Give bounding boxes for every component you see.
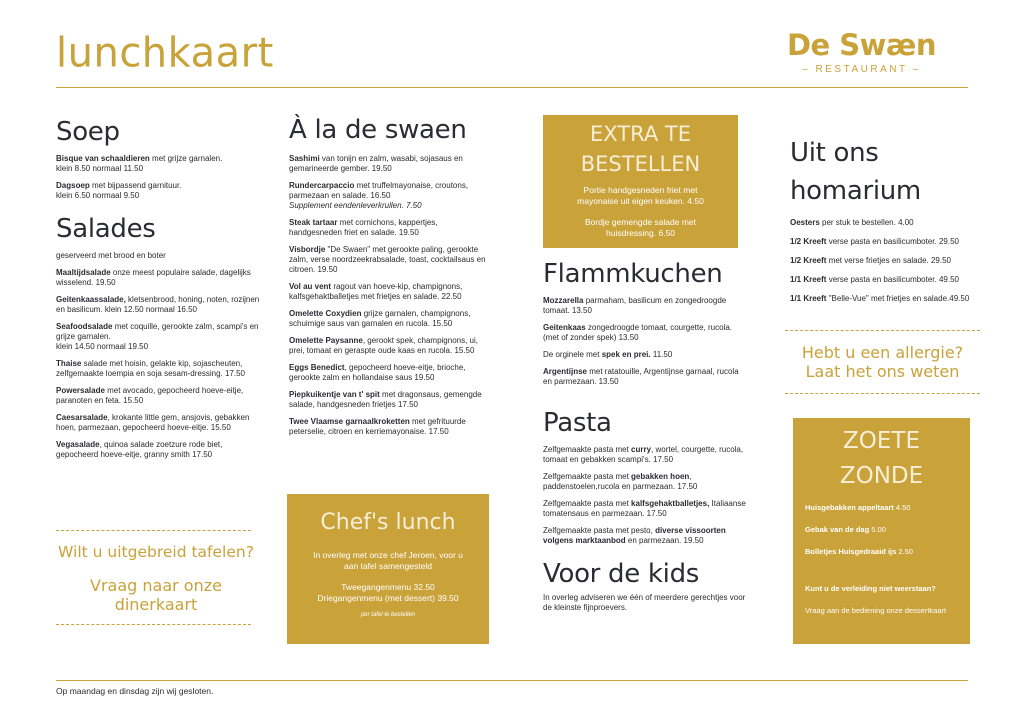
menu-item: Geitenkaas zongedroogde tomaat, courgette, rucola. (met of zonder spek) 13.50 — [543, 322, 733, 342]
bottom-divider — [56, 680, 968, 681]
allergy-divider-top — [785, 330, 980, 331]
menu-item: Sashimi van tonijn en zalm, wasabi, sojasaus en gemarineerde gember. 19.50 — [289, 153, 463, 173]
kids-text — [543, 593, 748, 613]
menu-item: Zelfgemaakte pasta met kalfsgehaktballetjes, Italiaanse tomatensaus en parmezaan. 17.50 — [543, 498, 746, 518]
menu-item: Zelfgemaakte pasta met gebakken hoen, paddenstoelen,rucola en parmezaan. 17.50 — [543, 471, 698, 491]
section-title-voor-de-kids: Voor de kids — [543, 558, 700, 589]
pasta-list — [543, 445, 748, 546]
dessert-question: Kunt u de verleiding niet weerstaan? — [805, 584, 936, 593]
dessert-item: Bolletjes Huisgedraaid ijs 2.50 — [805, 547, 913, 556]
menu-item: 1/1 Kreeft verse pasta en basilicumboter. 49.50 — [790, 275, 959, 284]
menu-item: Vol au vent ragout van hoeve-kip, champignons, kalfsgehaktballetjes met frietjes en salade. 22.50 — [289, 281, 463, 301]
menu-item: Omelette Paysanne, gerookt spek, champignons, ui, prei, tomaat en geraspte oude kaas en rucola. 15.50 — [289, 335, 478, 355]
section-title-flammkuchen: Flammkuchen — [543, 259, 723, 289]
top-divider — [56, 87, 968, 88]
dessert-item: Huisgebakken appeltaart 4.50 — [805, 503, 911, 512]
menu-item: Bisque van schaaldieren met grijze garnalen. klein 8.50 normaal 11.50 — [56, 153, 223, 173]
menu-item: Powersalade met avocado, gepocheerd hoeve-eitje, paranoten en feta. 15.50 — [56, 385, 244, 405]
flammkuchen-list — [543, 296, 748, 387]
extra-item-salade: Bordje gemengde salade met huisdressing. 6.50 — [584, 217, 697, 238]
salades-intro: geserveerd met brood en boter — [56, 250, 166, 260]
soep-list — [56, 154, 266, 201]
zoete-zonde-box — [793, 418, 970, 644]
zoete-zonde-list — [793, 502, 970, 616]
promo-question: Wilt u uitgebreid tafelen? — [58, 543, 254, 561]
menu-item: Mozzarella parmaham, basilicum en zongedroogde tomaat. 13.50 — [543, 295, 727, 315]
menu-item: 1/2 Kreeft met verse frietjes en salade. 29.50 — [790, 256, 951, 265]
closing-days-note: Op maandag en dinsdag zijn wij gesloten. — [56, 686, 214, 696]
menu-item: 1/2 Kreeft verse pasta en basilicumboter. 29.50 — [790, 237, 959, 246]
promo-answer: Vraag naar onze dinerkaart — [90, 576, 222, 614]
zoete-zonde-title: ZOETE ZONDE — [839, 428, 924, 489]
menu-item: Seafoodsalade met coquille, gerookte zalm, scampi's en grijze garnalen. klein 14.50 normaal 19.50 — [56, 321, 259, 351]
menu-item: Rundercarpaccio met truffelmayonaise, croutons, parmezaan en salade. 16.50 Supplement eendenleverkrullen. 7.50 — [289, 180, 469, 210]
menu-item: Geitenkaassalade, kletsenbrood, honing, noten, rozijnen en basilicum. klein 12.50 normaal 16.50 — [56, 294, 260, 314]
a-la-de-swaen-list — [289, 154, 489, 437]
chefs-lunch-title: Chef's lunch — [320, 510, 456, 535]
promo-divider-bottom — [56, 624, 251, 625]
menu-item: Caesarsalade, krokante little gem, ansjovis, gebakken hoen, parmezaan, gepocheerd hoeve-eitje. 15.50 — [56, 412, 250, 432]
homarium-list — [790, 218, 970, 304]
section-title-a-la-de-swaen: À la de swaen — [289, 115, 467, 145]
restaurant-logo — [787, 28, 936, 75]
allergy-notice — [785, 330, 980, 394]
menu-item: Thaise salade met hoisin, gelakte kip, sojascheuten, zelfgemaakte loempia en soja sesam-dressing. 17.50 — [56, 358, 245, 378]
menu-item: Twee Vlaamse garnaalkroketten met gefrituurde peterselie, citroen en kerriemayonaise. 17.50 — [289, 416, 466, 436]
chefs-lunch-text: In overleg met onze chef Jeroen, voor u aan tafel samengesteld — [313, 550, 463, 571]
menu-item: Omelette Coxydien grijze garnalen, champignons, schuimige saus van garnalen en rucola. 15.50 — [289, 308, 471, 328]
chefs-lunch-note: per tafel te bestellen — [360, 612, 416, 618]
menu-item: Vegasalade, quinoa salade zoetzure rode biet, gepocheerd hoeve-eitje, granny smith 17.50 — [56, 439, 223, 459]
section-title-soep: Soep — [56, 117, 120, 147]
menu-item: Eggs Benedict, gepocheerd hoeve-eitje, brioche, gerookte zalm en hollandaise saus 19.50 — [289, 362, 466, 382]
logo-name: De Swæn — [786, 28, 936, 62]
column-homarium — [790, 134, 970, 311]
promo-divider-top — [56, 530, 251, 531]
extra-title: EXTRA TE BESTELLEN — [580, 122, 701, 176]
page-title: lunchkaart — [56, 29, 274, 77]
kids-description: In overleg adviseren we één of meerdere gerechtjes voor de kleinste fijnproevers. — [543, 593, 746, 613]
menu-item: 1/1 Kreeft "Belle-Vue" met frietjes en salade.49.50 — [790, 294, 970, 303]
menu-item: Zelfgemaakte pasta met curry, wortel, courgette, rucola, tomaat en gebakken scampi's. 17.50 — [543, 444, 744, 464]
logo-subtitle: – RESTAURANT – — [802, 64, 921, 75]
extra-te-bestellen-box — [543, 115, 738, 248]
menu-item: Steak tartaar met cornichons, kappertjes, handgesneden friet en salade. 19.50 — [289, 217, 438, 237]
menu-item: De orginele met spek en prei. 11.50 — [543, 349, 673, 359]
menu-item: Dagsoep met bijpassend garnituur. klein 6.50 normaal 9.50 — [56, 180, 182, 200]
section-title-homarium: Uit ons homarium — [790, 138, 921, 206]
extra-item-friet: Portie handgesneden friet met mayonaise uit eigen keuken. 4.50 — [577, 185, 704, 206]
menu-item: Maaltijdsalade onze meest populaire salade, dagelijks wisselend. 19.50 — [56, 267, 251, 287]
dessert-item: Gebak van de dag 5.00 — [805, 525, 886, 534]
column-a-la-de-swaen — [289, 114, 489, 444]
menu-item: Oesters per stuk te bestellen. 4.00 — [790, 218, 914, 227]
chefs-lunch-box — [287, 494, 489, 644]
column-flammkuchen-pasta — [543, 258, 748, 620]
column-soep-salades — [56, 116, 266, 467]
menu-item: Visbordje "De Swaen" met gerookte paling, gerookte zalm, verse noordzeekrabsalade, toast, cocktailsaus en citroen. 19.50 — [289, 244, 486, 274]
allergy-divider-bottom — [785, 393, 980, 394]
dinner-promo — [56, 530, 256, 625]
section-title-pasta: Pasta — [543, 407, 612, 438]
menu-item: Piepkuikentje van t' spit met dragonsaus, gemengde salade, handgesneden frietjes 17.50 — [289, 389, 482, 409]
salades-list — [56, 251, 266, 460]
section-title-salades: Salades — [56, 213, 156, 244]
allergy-question: Hebt u een allergie? — [801, 343, 964, 362]
menu-item: Argentijnse met ratatouille, Argentijnse garnaal, rucola en parmezaan. 13.50 — [543, 366, 739, 386]
chefs-lunch-price-3: Driegangenmenu (met dessert) 39.50 — [317, 593, 459, 603]
chefs-lunch-price-2: Tweegangenmenu 32.50 — [341, 582, 435, 592]
allergy-answer: Laat het ons weten — [805, 362, 960, 381]
dessert-answer: Vraag aan de bediening onze dessertkaart — [805, 606, 947, 615]
menu-item: Zelfgemaakte pasta met pesto, diverse vissoorten volgens marktaanbod en parmezaan. 19.50 — [543, 525, 726, 545]
